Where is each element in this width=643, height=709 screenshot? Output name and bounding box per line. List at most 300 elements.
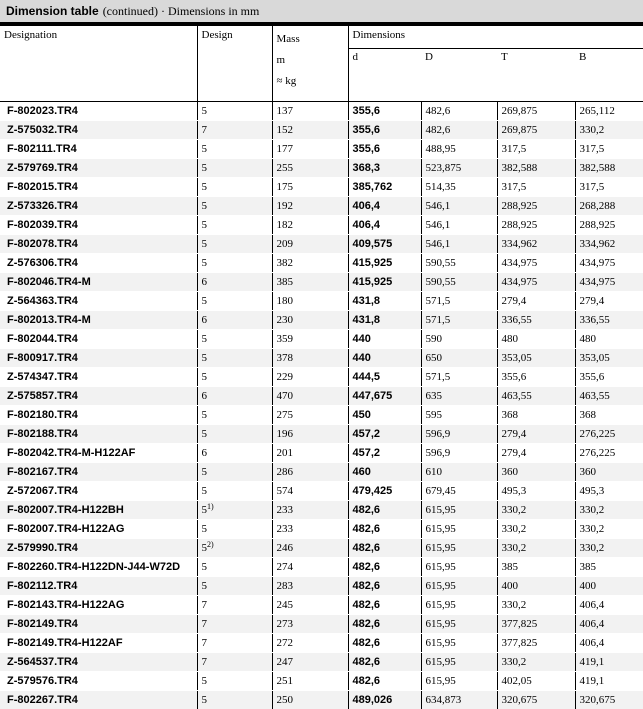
table-row [0, 197, 643, 216]
cell-d [348, 368, 421, 387]
table-row [0, 349, 643, 368]
cell-value: 276,225 [580, 428, 616, 440]
cell-designation [0, 159, 197, 178]
cell-mass [272, 349, 348, 368]
cell-designation [0, 311, 197, 330]
cell-value: 610 [426, 466, 443, 478]
cell-value: Z-576306.TR4 [7, 257, 78, 269]
cell-value: 457,2 [353, 428, 381, 440]
cell-d [348, 596, 421, 615]
cell-value: 5 [202, 428, 208, 440]
cell-value: 480 [502, 333, 519, 345]
cell-value: F-802167.TR4 [7, 466, 78, 478]
cell-designation [0, 178, 197, 197]
cell-designation [0, 273, 197, 292]
cell-value: 192 [277, 200, 294, 212]
cell-d-outer [421, 349, 497, 368]
cell-value: 230 [277, 314, 294, 326]
cell-mass [272, 140, 348, 159]
cell-value: F-800917.TR4 [7, 352, 78, 364]
cell-d-outer [421, 691, 497, 709]
cell-t [497, 178, 575, 197]
cell-value: 402,05 [502, 675, 532, 687]
cell-d [348, 501, 421, 520]
cell-value: 6 [202, 390, 208, 402]
table-row [0, 387, 643, 406]
cell-d [348, 121, 421, 140]
mass-symbol: m [277, 50, 348, 71]
cell-mass [272, 178, 348, 197]
cell-value: 360 [580, 466, 597, 478]
cell-value: 5 [202, 105, 208, 117]
cell-value: 377,825 [502, 618, 538, 630]
cell-value: 288,925 [502, 219, 538, 231]
cell-value: 440 [353, 333, 371, 345]
cell-mass [272, 482, 348, 501]
cell-value: 482,6 [353, 599, 381, 611]
cell-mass [272, 311, 348, 330]
cell-mass [272, 520, 348, 539]
cell-value: 495,3 [580, 485, 605, 497]
cell-t [497, 311, 575, 330]
cell-designation [0, 235, 197, 254]
cell-d-outer [421, 311, 497, 330]
cell-value: F-802267.TR4 [7, 694, 78, 706]
cell-value: 382,588 [580, 162, 616, 174]
table-body [0, 102, 643, 709]
cell-value: F-802188.TR4 [7, 428, 78, 440]
cell-design [197, 102, 272, 121]
cell-mass [272, 273, 348, 292]
cell-value: F-802112.TR4 [7, 580, 77, 592]
footnote-marker: 1) [207, 502, 214, 511]
cell-value: Z-564537.TR4 [7, 656, 78, 668]
cell-design [197, 558, 272, 577]
cell-design [197, 235, 272, 254]
cell-value: 615,95 [426, 675, 456, 687]
cell-value: 482,6 [353, 618, 381, 630]
cell-value: 7 [202, 618, 208, 630]
cell-design [197, 197, 272, 216]
cell-mass [272, 406, 348, 425]
cell-t [497, 368, 575, 387]
cell-d-outer [421, 178, 497, 197]
cell-design [197, 596, 272, 615]
cell-b [575, 520, 643, 539]
cell-d [348, 406, 421, 425]
table-subtitle: (continued) · Dimensions in mm [103, 4, 260, 18]
cell-designation [0, 596, 197, 615]
table-row [0, 216, 643, 235]
cell-b [575, 634, 643, 653]
cell-value: 470 [277, 390, 294, 402]
cell-d [348, 691, 421, 709]
cell-designation [0, 425, 197, 444]
cell-value: 385 [502, 561, 519, 573]
cell-d-outer [421, 273, 497, 292]
cell-t [497, 273, 575, 292]
cell-b [575, 178, 643, 197]
cell-b [575, 577, 643, 596]
cell-designation [0, 615, 197, 634]
cell-value: 5 [202, 257, 208, 269]
table-row [0, 368, 643, 387]
cell-value: 368,3 [353, 162, 381, 174]
cell-t [497, 691, 575, 709]
cell-value: 480 [580, 333, 597, 345]
cell-value: 650 [426, 352, 443, 364]
cell-d [348, 311, 421, 330]
cell-value: 590,55 [426, 276, 456, 288]
cell-d [348, 558, 421, 577]
cell-value: 615,95 [426, 656, 456, 668]
cell-b [575, 425, 643, 444]
cell-value: 273 [277, 618, 294, 630]
cell-value: 479,425 [353, 485, 393, 497]
cell-value: F-802143.TR4-H122AG [7, 599, 124, 611]
cell-d-outer [421, 463, 497, 482]
cell-value: 615,95 [426, 523, 456, 535]
cell-b [575, 463, 643, 482]
cell-value: Z-572067.TR4 [7, 485, 78, 497]
cell-d-outer [421, 672, 497, 691]
cell-value: 330,2 [502, 542, 527, 554]
cell-b [575, 273, 643, 292]
cell-value: 288,925 [502, 200, 538, 212]
cell-d-outer [421, 216, 497, 235]
cell-d-outer [421, 235, 497, 254]
column-header-design: Design [197, 26, 272, 102]
cell-value: 5 [202, 352, 208, 364]
cell-t [497, 159, 575, 178]
cell-value: 137 [277, 105, 294, 117]
cell-design [197, 653, 272, 672]
cell-value: 400 [580, 580, 597, 592]
cell-value: Z-575032.TR4 [7, 124, 78, 136]
cell-value: 482,6 [353, 504, 381, 516]
cell-t [497, 615, 575, 634]
cell-d-outer [421, 482, 497, 501]
cell-value: 615,95 [426, 637, 456, 649]
cell-value: 233 [277, 504, 294, 516]
cell-d-outer [421, 406, 497, 425]
cell-value: 5 [202, 143, 208, 155]
cell-b [575, 349, 643, 368]
cell-value: 419,1 [580, 675, 605, 687]
cell-value: F-802007.TR4-H122AG [7, 523, 124, 535]
cell-value: 679,45 [426, 485, 456, 497]
cell-value: 255 [277, 162, 294, 174]
cell-t [497, 577, 575, 596]
cell-mass [272, 387, 348, 406]
cell-design [197, 254, 272, 273]
cell-value: F-802078.TR4 [7, 238, 78, 250]
cell-value: F-802015.TR4 [7, 181, 78, 193]
cell-b [575, 311, 643, 330]
cell-value: 489,026 [353, 694, 393, 706]
cell-value: 406,4 [580, 599, 605, 611]
cell-d [348, 102, 421, 121]
cell-value: 330,2 [580, 523, 605, 535]
cell-value: 460 [353, 466, 371, 478]
cell-value: 6 [202, 276, 208, 288]
cell-d-outer [421, 558, 497, 577]
table-row [0, 634, 643, 653]
column-header-dimensions: Dimensions [348, 26, 643, 48]
cell-t [497, 197, 575, 216]
cell-value: 615,95 [426, 580, 456, 592]
cell-d-outer [421, 520, 497, 539]
cell-value: 279,4 [502, 447, 527, 459]
table-row [0, 539, 643, 558]
cell-design [197, 349, 272, 368]
cell-designation [0, 349, 197, 368]
column-header-T: T [497, 48, 575, 101]
cell-value: 482,6 [353, 580, 381, 592]
cell-value: 615,95 [426, 618, 456, 630]
table-row [0, 140, 643, 159]
cell-value: 368 [580, 409, 597, 421]
cell-mass [272, 425, 348, 444]
column-header-d: d [348, 48, 421, 101]
cell-value: 247 [277, 656, 294, 668]
cell-mass [272, 539, 348, 558]
cell-value: 279,4 [580, 295, 605, 307]
cell-t [497, 539, 575, 558]
cell-value: 330,2 [502, 599, 527, 611]
table-row [0, 501, 643, 520]
table-row [0, 577, 643, 596]
cell-value: 279,4 [502, 295, 527, 307]
cell-value: 482,6 [426, 105, 451, 117]
cell-b [575, 121, 643, 140]
cell-value: Z-564363.TR4 [7, 295, 78, 307]
cell-value: 353,05 [502, 352, 532, 364]
cell-t [497, 140, 575, 159]
cell-designation [0, 577, 197, 596]
cell-t [497, 634, 575, 653]
cell-design [197, 311, 272, 330]
cell-value: F-802260.TR4-H122DN-J44-W72D [7, 561, 180, 573]
cell-designation [0, 634, 197, 653]
cell-value: 615,95 [426, 561, 456, 573]
cell-mass [272, 672, 348, 691]
cell-d [348, 292, 421, 311]
cell-b [575, 615, 643, 634]
cell-value: 5 [202, 238, 208, 250]
cell-value: 409,575 [353, 238, 393, 250]
cell-mass [272, 615, 348, 634]
cell-value: F-802149.TR4 [7, 618, 78, 630]
table-row [0, 273, 643, 292]
cell-design [197, 539, 272, 558]
cell-value: 279,4 [502, 428, 527, 440]
cell-value: 330,2 [580, 504, 605, 516]
cell-d-outer [421, 368, 497, 387]
cell-t [497, 558, 575, 577]
cell-value: 495,3 [502, 485, 527, 497]
cell-design [197, 387, 272, 406]
cell-value: 5 [202, 371, 208, 383]
cell-value: 5 [202, 162, 208, 174]
cell-value: 463,55 [502, 390, 532, 402]
mass-unit: ≈ kg [277, 71, 348, 92]
cell-value: Z-573326.TR4 [7, 200, 78, 212]
cell-value: 175 [277, 181, 294, 193]
cell-value: 353,05 [580, 352, 610, 364]
cell-value: 6 [202, 314, 208, 326]
table-row [0, 463, 643, 482]
cell-designation [0, 330, 197, 349]
cell-value: 590 [426, 333, 443, 345]
cell-t [497, 596, 575, 615]
cell-value: 447,675 [353, 390, 393, 402]
cell-d-outer [421, 387, 497, 406]
cell-value: 317,5 [580, 143, 605, 155]
cell-value: 434,975 [502, 276, 538, 288]
cell-d-outer [421, 653, 497, 672]
cell-d [348, 216, 421, 235]
cell-value: 5 [202, 466, 208, 478]
cell-value: 482,6 [353, 675, 381, 687]
cell-value: 595 [426, 409, 443, 421]
cell-value: 330,2 [580, 542, 605, 554]
cell-mass [272, 558, 348, 577]
table-row [0, 178, 643, 197]
cell-value: 251 [277, 675, 294, 687]
cell-b [575, 596, 643, 615]
cell-value: 382 [277, 257, 294, 269]
cell-d [348, 387, 421, 406]
cell-b [575, 482, 643, 501]
cell-designation [0, 653, 197, 672]
cell-d [348, 273, 421, 292]
cell-t [497, 349, 575, 368]
cell-design [197, 406, 272, 425]
cell-value: 450 [353, 409, 371, 421]
column-header-D: D [421, 48, 497, 101]
cell-d-outer [421, 121, 497, 140]
cell-value: 406,4 [353, 200, 381, 212]
mass-label: Mass [277, 29, 348, 50]
cell-value: 355,6 [353, 143, 381, 155]
table-row [0, 520, 643, 539]
cell-d-outer [421, 140, 497, 159]
cell-mass [272, 235, 348, 254]
cell-value: 406,4 [353, 219, 381, 231]
cell-value: 320,675 [502, 694, 538, 706]
cell-value: F-802039.TR4 [7, 219, 78, 231]
cell-designation [0, 368, 197, 387]
table-row [0, 121, 643, 140]
cell-d [348, 653, 421, 672]
dimension-table [0, 26, 643, 709]
cell-t [497, 672, 575, 691]
cell-d-outer [421, 539, 497, 558]
cell-value: 5 [202, 295, 208, 307]
cell-designation [0, 121, 197, 140]
cell-d-outer [421, 596, 497, 615]
cell-value: 5 [202, 561, 208, 573]
cell-b [575, 197, 643, 216]
cell-mass [272, 596, 348, 615]
table-row [0, 672, 643, 691]
cell-value: 7 [202, 637, 208, 649]
cell-b [575, 653, 643, 672]
cell-d [348, 577, 421, 596]
cell-d [348, 235, 421, 254]
cell-value: 546,1 [426, 200, 451, 212]
cell-mass [272, 216, 348, 235]
cell-value: 406,4 [580, 618, 605, 630]
cell-value: 330,2 [502, 504, 527, 516]
cell-design [197, 501, 272, 520]
cell-b [575, 140, 643, 159]
cell-value: 431,8 [353, 295, 381, 307]
cell-value: 482,6 [353, 561, 381, 573]
cell-value: 359 [277, 333, 294, 345]
cell-b [575, 235, 643, 254]
cell-b [575, 330, 643, 349]
cell-value: 286 [277, 466, 294, 478]
column-header-B: B [575, 48, 643, 101]
cell-value: 330,2 [580, 124, 605, 136]
cell-designation [0, 520, 197, 539]
cell-d [348, 254, 421, 273]
cell-design [197, 368, 272, 387]
cell-b [575, 216, 643, 235]
cell-mass [272, 634, 348, 653]
cell-value: 334,962 [502, 238, 538, 250]
cell-value: 378 [277, 352, 294, 364]
cell-designation [0, 444, 197, 463]
cell-value: 419,1 [580, 656, 605, 668]
cell-mass [272, 102, 348, 121]
cell-t [497, 463, 575, 482]
cell-value: 317,5 [580, 181, 605, 193]
cell-d [348, 520, 421, 539]
cell-value: 434,975 [580, 257, 616, 269]
cell-design [197, 292, 272, 311]
cell-value: 177 [277, 143, 294, 155]
table-row [0, 311, 643, 330]
cell-d-outer [421, 330, 497, 349]
table-row [0, 254, 643, 273]
cell-value: 317,5 [502, 143, 527, 155]
cell-value: 482,6 [353, 523, 381, 535]
column-header-mass [272, 26, 348, 102]
cell-b [575, 102, 643, 121]
cell-value: 355,6 [580, 371, 605, 383]
cell-value: 615,95 [426, 542, 456, 554]
cell-b [575, 558, 643, 577]
cell-d-outer [421, 444, 497, 463]
cell-value: 269,875 [502, 124, 538, 136]
cell-designation [0, 539, 197, 558]
cell-value: 283 [277, 580, 294, 592]
cell-mass [272, 368, 348, 387]
cell-value: 546,1 [426, 219, 451, 231]
cell-value: F-802044.TR4 [7, 333, 78, 345]
cell-value: 7 [202, 599, 208, 611]
cell-value: F-802042.TR4-M-H122AF [7, 447, 135, 459]
cell-value: 571,5 [426, 295, 451, 307]
cell-d [348, 539, 421, 558]
cell-d [348, 349, 421, 368]
cell-b [575, 501, 643, 520]
cell-value: 382,588 [502, 162, 538, 174]
cell-design [197, 615, 272, 634]
